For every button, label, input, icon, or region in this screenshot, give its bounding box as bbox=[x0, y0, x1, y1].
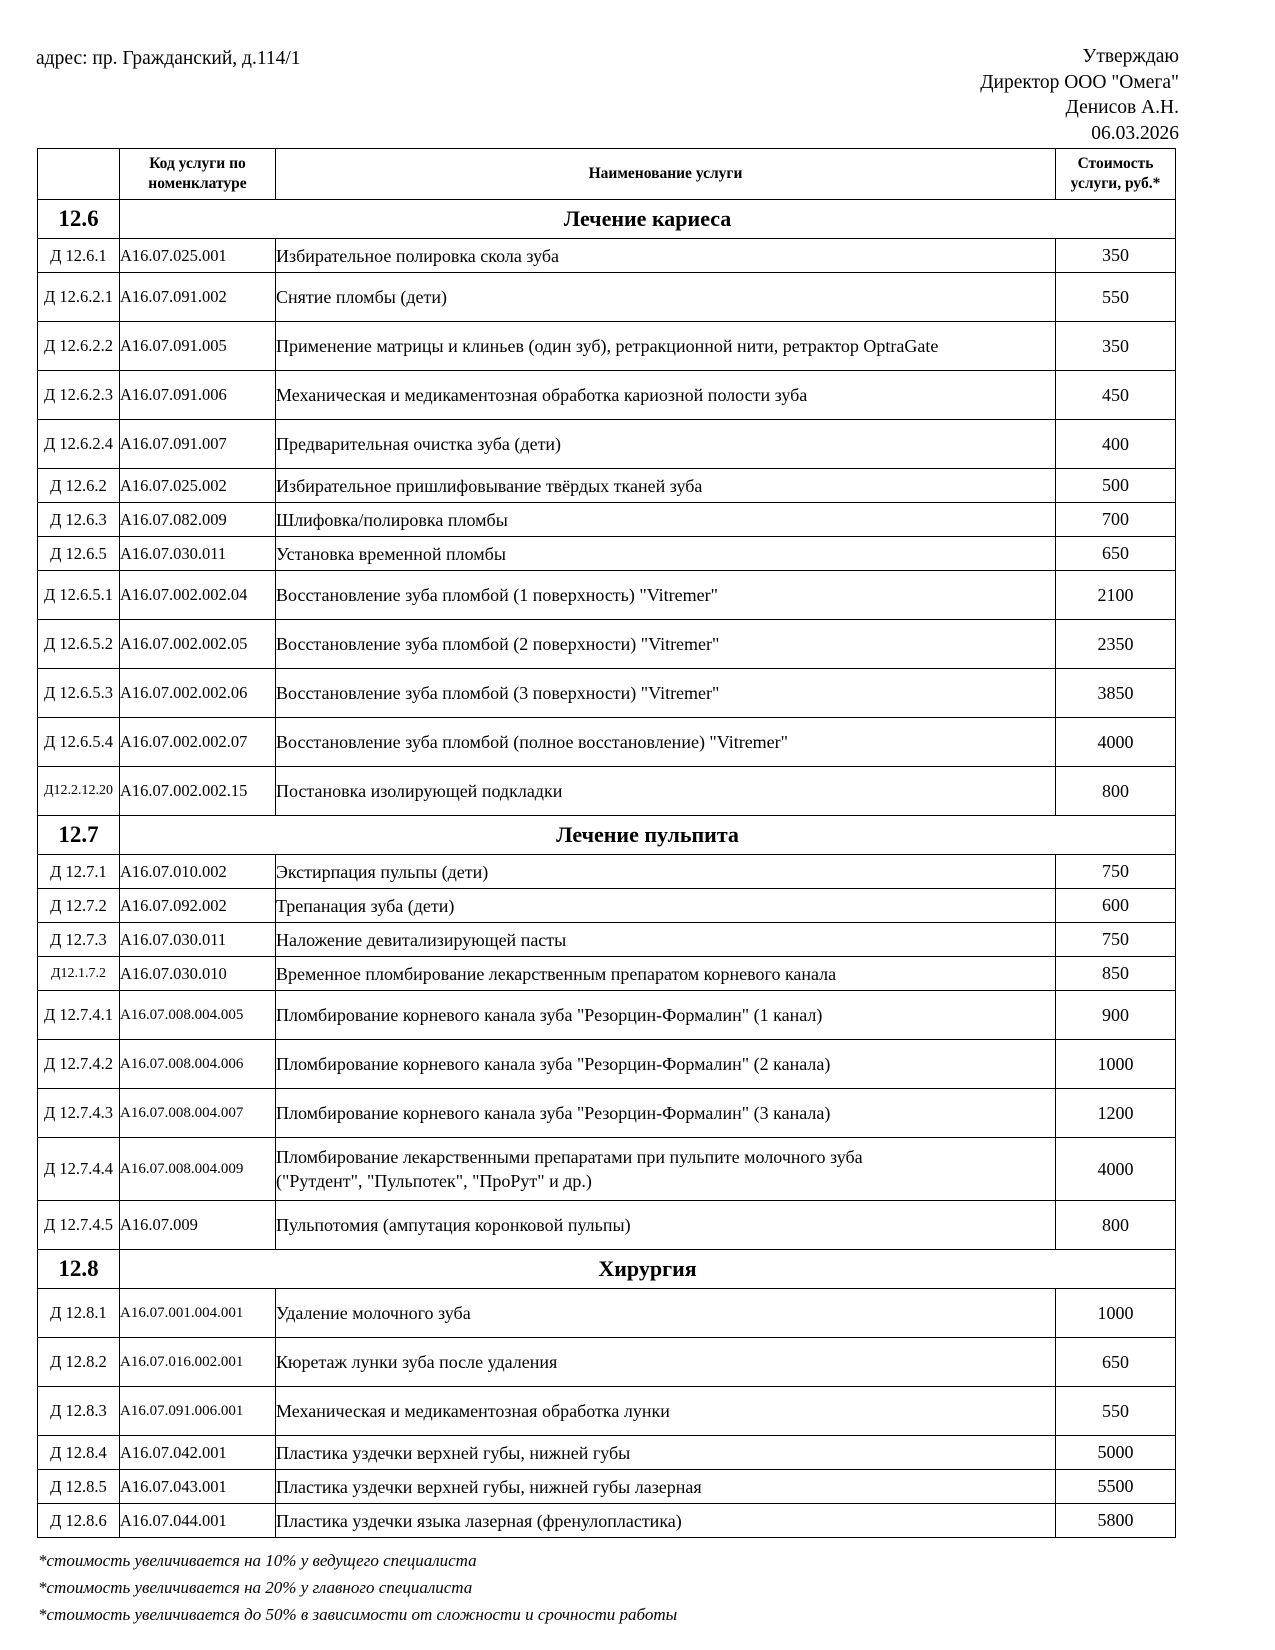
service-number: Д 12.6.5.1 bbox=[38, 571, 120, 620]
document-header bbox=[36, 44, 1179, 148]
table-row bbox=[38, 1201, 1176, 1250]
service-number: Д 12.8.3 bbox=[38, 1387, 120, 1436]
section-title: Хирургия bbox=[120, 1250, 1176, 1289]
service-code: A16.07.002.002.15 bbox=[120, 767, 276, 816]
service-price: 750 bbox=[1056, 923, 1176, 957]
service-name: Установка временной пломбы bbox=[276, 537, 1056, 571]
service-price: 2350 bbox=[1056, 620, 1176, 669]
service-name: Экстирпация пульпы (дети) bbox=[276, 855, 1056, 889]
service-name-line-2: ("Рутдент", "Пульпотек", "ПроРут" и др.) bbox=[276, 1171, 592, 1191]
service-price: 350 bbox=[1056, 322, 1176, 371]
service-name: Кюретаж лунки зуба после удаления bbox=[276, 1338, 1056, 1387]
table-row bbox=[38, 991, 1176, 1040]
service-number: Д 12.7.4.3 bbox=[38, 1089, 120, 1138]
service-code: A16.07.092.002 bbox=[120, 889, 276, 923]
service-number: Д 12.6.5.2 bbox=[38, 620, 120, 669]
service-code: A16.07.030.011 bbox=[120, 537, 276, 571]
service-name: Избирательное полировка скола зуба bbox=[276, 239, 1056, 273]
table-row bbox=[38, 239, 1176, 273]
service-number: Д 12.6.1 bbox=[38, 239, 120, 273]
section-number: 12.7 bbox=[38, 816, 120, 855]
section-number: 12.6 bbox=[38, 200, 120, 239]
table-row bbox=[38, 620, 1176, 669]
price-list-table bbox=[37, 148, 1176, 1538]
service-price: 700 bbox=[1056, 503, 1176, 537]
footnotes bbox=[38, 1547, 1179, 1628]
service-price: 1000 bbox=[1056, 1289, 1176, 1338]
table-row bbox=[38, 322, 1176, 371]
table-header-row bbox=[38, 149, 1176, 200]
service-number: Д 12.6.2.1 bbox=[38, 273, 120, 322]
service-name: Применение матрицы и клиньев (один зуб), ретракционной нити, ретрактор OptraGate bbox=[276, 322, 1056, 371]
section-title: Лечение кариеса bbox=[120, 200, 1176, 239]
table-row bbox=[38, 1387, 1176, 1436]
service-name: Наложение девитализирующей пасты bbox=[276, 923, 1056, 957]
service-price: 1000 bbox=[1056, 1040, 1176, 1089]
service-code: A16.07.082.009 bbox=[120, 503, 276, 537]
service-name: Пломбирование корневого канала зуба "Резорцин-Формалин" (1 канал) bbox=[276, 991, 1056, 1040]
table-row bbox=[38, 503, 1176, 537]
service-number: Д 12.7.4.4 bbox=[38, 1138, 120, 1201]
service-number: Д 12.6.2.3 bbox=[38, 371, 120, 420]
service-price: 600 bbox=[1056, 889, 1176, 923]
service-code: A16.07.044.001 bbox=[120, 1504, 276, 1538]
footnote-1: *стоимость увеличивается на 10% у ведущего специалиста bbox=[38, 1551, 477, 1570]
service-price: 800 bbox=[1056, 767, 1176, 816]
approval-line-director: Директор ООО "Омега" bbox=[980, 71, 1179, 93]
service-code: A16.07.009 bbox=[120, 1201, 276, 1250]
service-name: Снятие пломбы (дети) bbox=[276, 273, 1056, 322]
table-row bbox=[38, 718, 1176, 767]
service-price: 550 bbox=[1056, 1387, 1176, 1436]
service-price: 650 bbox=[1056, 537, 1176, 571]
service-number: Д 12.6.5 bbox=[38, 537, 120, 571]
service-name: Пломбирование корневого канала зуба "Резорцин-Формалин" (3 канала) bbox=[276, 1089, 1056, 1138]
service-price: 550 bbox=[1056, 273, 1176, 322]
section-title: Лечение пульпита bbox=[120, 816, 1176, 855]
service-price: 4000 bbox=[1056, 1138, 1176, 1201]
service-name: Избирательное пришлифовывание твёрдых тканей зуба bbox=[276, 469, 1056, 503]
service-price: 450 bbox=[1056, 371, 1176, 420]
service-code: A16.07.091.007 bbox=[120, 420, 276, 469]
service-code: A16.07.008.004.007 bbox=[120, 1089, 276, 1138]
table-row bbox=[38, 1436, 1176, 1470]
service-price: 5500 bbox=[1056, 1470, 1176, 1504]
service-price: 500 bbox=[1056, 469, 1176, 503]
service-code: A16.07.001.004.001 bbox=[120, 1289, 276, 1338]
service-name: Пластика уздечки верхней губы, нижней губы лазерная bbox=[276, 1470, 1056, 1504]
service-number: Д 12.7.3 bbox=[38, 923, 120, 957]
table-body bbox=[38, 200, 1176, 1538]
column-header-code: Код услуги по номенклатуре bbox=[120, 149, 276, 200]
section-row bbox=[38, 200, 1176, 239]
service-code: A16.07.002.002.07 bbox=[120, 718, 276, 767]
service-price: 5000 bbox=[1056, 1436, 1176, 1470]
service-number: Д 12.7.2 bbox=[38, 889, 120, 923]
service-code: A16.07.002.002.04 bbox=[120, 571, 276, 620]
service-name: Постановка изолирующей подкладки bbox=[276, 767, 1056, 816]
service-number: Д12.1.7.2 bbox=[38, 957, 120, 991]
table-row bbox=[38, 371, 1176, 420]
service-name: Механическая и медикаментозная обработка лунки bbox=[276, 1387, 1056, 1436]
service-price: 1200 bbox=[1056, 1089, 1176, 1138]
table-row bbox=[38, 1289, 1176, 1338]
approval-line-name: Денисов А.Н. bbox=[1065, 97, 1179, 118]
service-name: Шлифовка/полировка пломбы bbox=[276, 503, 1056, 537]
table-row bbox=[38, 1504, 1176, 1538]
footnote-2: *стоимость увеличивается на 20% у главного специалиста bbox=[38, 1578, 473, 1597]
service-code: A16.07.002.002.05 bbox=[120, 620, 276, 669]
clinic-address: адрес: пр. Гражданский, д.114/1 bbox=[36, 48, 301, 69]
table-row bbox=[38, 273, 1176, 322]
table-row bbox=[38, 1470, 1176, 1504]
column-header-number bbox=[38, 149, 120, 200]
table-row bbox=[38, 957, 1176, 991]
service-name bbox=[276, 1138, 1056, 1201]
approval-line-approve: Утверждаю bbox=[1082, 46, 1179, 67]
service-code: A16.07.091.005 bbox=[120, 322, 276, 371]
service-code: A16.07.008.004.009 bbox=[120, 1138, 276, 1201]
service-code: A16.07.008.004.006 bbox=[120, 1040, 276, 1089]
service-number: Д 12.8.5 bbox=[38, 1470, 120, 1504]
service-name: Удаление молочного зуба bbox=[276, 1289, 1056, 1338]
service-code: A16.07.091.002 bbox=[120, 273, 276, 322]
service-price: 400 bbox=[1056, 420, 1176, 469]
table-row bbox=[38, 1138, 1176, 1201]
service-code: A16.07.091.006.001 bbox=[120, 1387, 276, 1436]
service-number: Д 12.6.2.4 bbox=[38, 420, 120, 469]
footnote-3: *стоимость увеличивается до 50% в зависимости от сложности и срочности работы bbox=[38, 1605, 678, 1624]
service-code: A16.07.091.006 bbox=[120, 371, 276, 420]
section-row bbox=[38, 816, 1176, 855]
section-number: 12.8 bbox=[38, 1250, 120, 1289]
table-row bbox=[38, 537, 1176, 571]
service-code: A16.07.016.002.001 bbox=[120, 1338, 276, 1387]
service-name: Пластика уздечки языка лазерная (френулопластика) bbox=[276, 1504, 1056, 1538]
service-number: Д 12.7.4.5 bbox=[38, 1201, 120, 1250]
service-number: Д 12.6.3 bbox=[38, 503, 120, 537]
service-price: 5800 bbox=[1056, 1504, 1176, 1538]
service-code: A16.07.025.001 bbox=[120, 239, 276, 273]
service-price: 650 bbox=[1056, 1338, 1176, 1387]
service-number: Д 12.6.2.2 bbox=[38, 322, 120, 371]
section-row bbox=[38, 1250, 1176, 1289]
service-name: Пластика уздечки верхней губы, нижней губы bbox=[276, 1436, 1056, 1470]
table-row bbox=[38, 767, 1176, 816]
service-number: Д 12.6.5.3 bbox=[38, 669, 120, 718]
service-price: 2100 bbox=[1056, 571, 1176, 620]
service-number: Д 12.8.6 bbox=[38, 1504, 120, 1538]
service-number: Д 12.7.4.2 bbox=[38, 1040, 120, 1089]
service-number: Д 12.8.1 bbox=[38, 1289, 120, 1338]
service-number: Д 12.6.2 bbox=[38, 469, 120, 503]
service-price: 350 bbox=[1056, 239, 1176, 273]
approval-line-date: 06.03.2026 bbox=[1091, 122, 1179, 144]
service-number: Д 12.7.4.1 bbox=[38, 991, 120, 1040]
service-number: Д 12.8.2 bbox=[38, 1338, 120, 1387]
approval-block bbox=[980, 44, 1179, 146]
service-name: Восстановление зуба пломбой (1 поверхность) "Vitremer" bbox=[276, 571, 1056, 620]
service-number: Д 12.7.1 bbox=[38, 855, 120, 889]
service-name: Временное пломбирование лекарственным препаратом корневого канала bbox=[276, 957, 1056, 991]
table-row bbox=[38, 669, 1176, 718]
service-price: 3850 bbox=[1056, 669, 1176, 718]
column-header-price: Стоимость услуги, руб.* bbox=[1056, 149, 1176, 200]
service-code: A16.07.030.010 bbox=[120, 957, 276, 991]
service-name: Механическая и медикаментозная обработка кариозной полости зуба bbox=[276, 371, 1056, 420]
service-price: 750 bbox=[1056, 855, 1176, 889]
table-row bbox=[38, 923, 1176, 957]
service-name: Пульпотомия (ампутация коронковой пульпы) bbox=[276, 1201, 1056, 1250]
service-number: Д12.2.12.20 bbox=[38, 767, 120, 816]
table-row bbox=[38, 1338, 1176, 1387]
service-code: A16.07.008.004.005 bbox=[120, 991, 276, 1040]
table-row bbox=[38, 1089, 1176, 1138]
table-row bbox=[38, 855, 1176, 889]
service-code: A16.07.002.002.06 bbox=[120, 669, 276, 718]
service-price: 800 bbox=[1056, 1201, 1176, 1250]
service-code: A16.07.010.002 bbox=[120, 855, 276, 889]
service-code: A16.07.025.002 bbox=[120, 469, 276, 503]
service-name: Восстановление зуба пломбой (3 поверхности) "Vitremer" bbox=[276, 669, 1056, 718]
table-row bbox=[38, 469, 1176, 503]
service-number: Д 12.6.5.4 bbox=[38, 718, 120, 767]
service-price: 850 bbox=[1056, 957, 1176, 991]
service-name: Трепанация зуба (дети) bbox=[276, 889, 1056, 923]
table-row bbox=[38, 571, 1176, 620]
service-name: Восстановление зуба пломбой (полное восстановление) "Vitremer" bbox=[276, 718, 1056, 767]
service-price: 900 bbox=[1056, 991, 1176, 1040]
table-row bbox=[38, 1040, 1176, 1089]
service-code: A16.07.043.001 bbox=[120, 1470, 276, 1504]
service-number: Д 12.8.4 bbox=[38, 1436, 120, 1470]
service-name: Предварительная очистка зуба (дети) bbox=[276, 420, 1056, 469]
column-header-name: Наименование услуги bbox=[276, 149, 1056, 200]
service-price: 4000 bbox=[1056, 718, 1176, 767]
service-name-line-1: Пломбирование лекарственными препаратами при пульпите молочного зуба bbox=[276, 1147, 863, 1167]
table-row bbox=[38, 889, 1176, 923]
service-code: A16.07.030.011 bbox=[120, 923, 276, 957]
service-code: A16.07.042.001 bbox=[120, 1436, 276, 1470]
service-name: Восстановление зуба пломбой (2 поверхности) "Vitremer" bbox=[276, 620, 1056, 669]
table-row bbox=[38, 420, 1176, 469]
service-name: Пломбирование корневого канала зуба "Резорцин-Формалин" (2 канала) bbox=[276, 1040, 1056, 1089]
